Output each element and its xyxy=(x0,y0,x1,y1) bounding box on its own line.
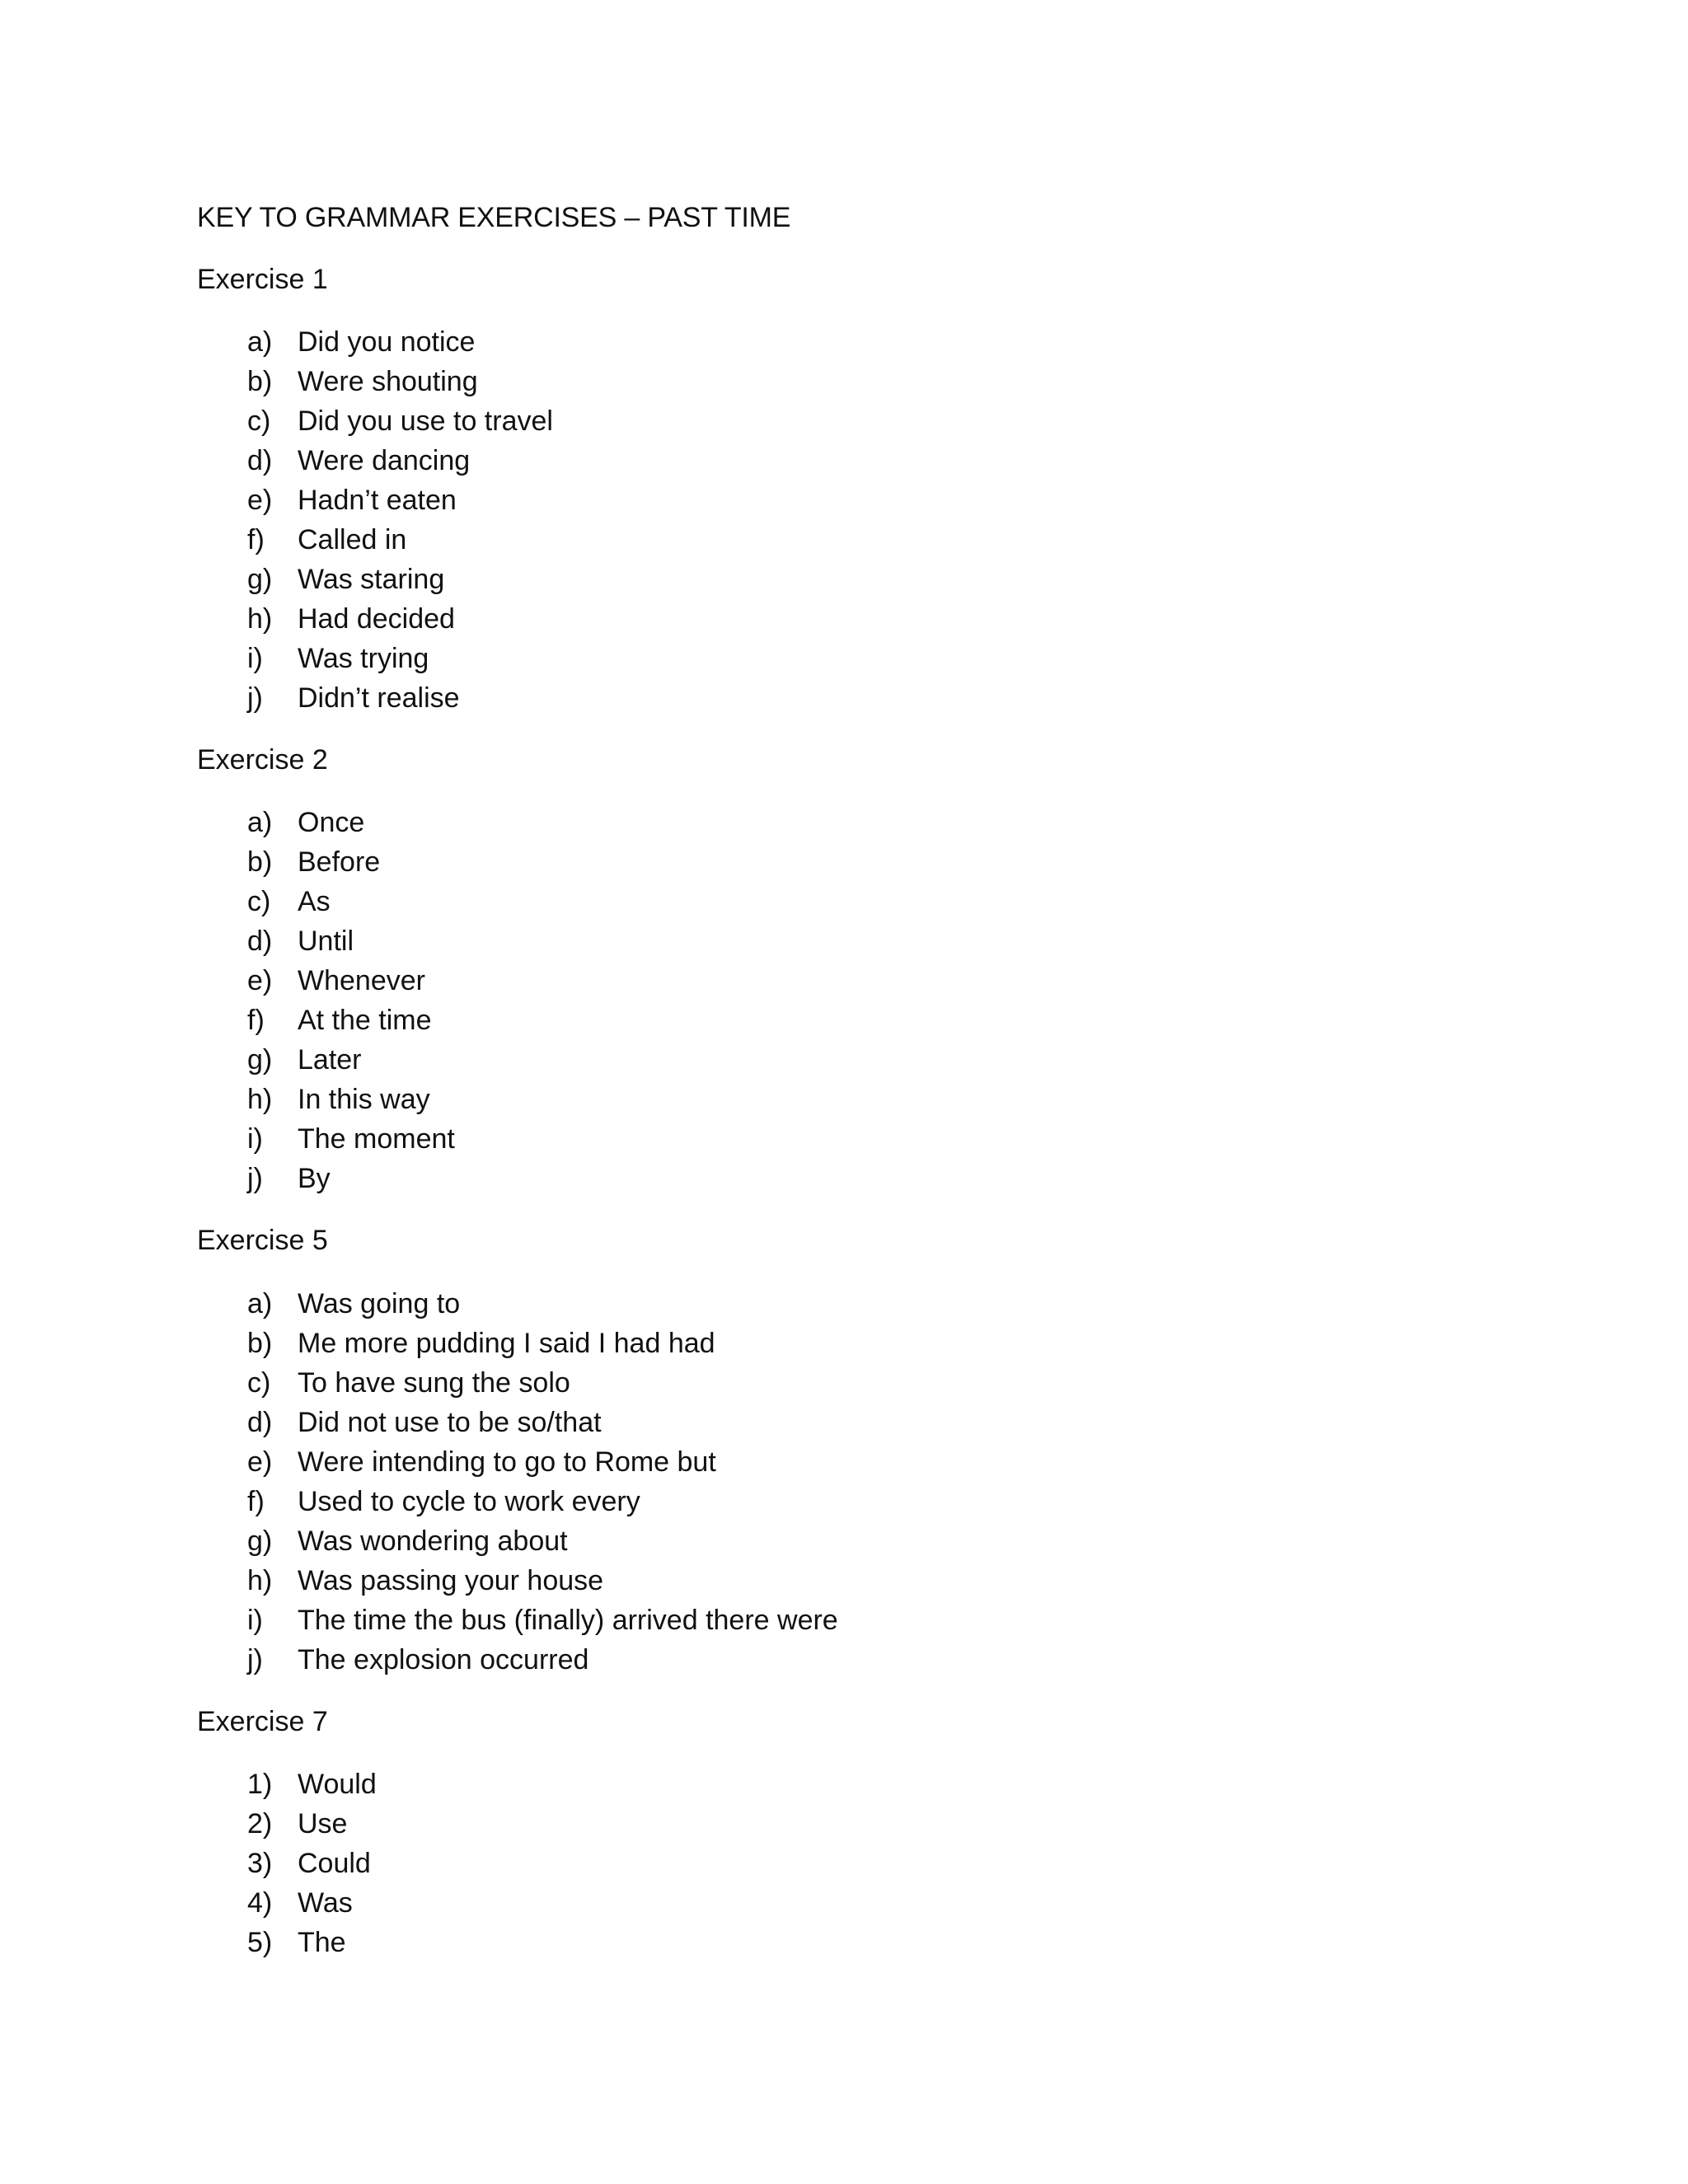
exercise-section xyxy=(197,1702,1516,1962)
answer-marker: j) xyxy=(247,682,263,715)
answer-text: Called in xyxy=(298,524,407,556)
answer-marker: g) xyxy=(247,1044,273,1076)
answer-item xyxy=(197,441,1516,480)
answer-item xyxy=(197,1159,1516,1198)
answer-item xyxy=(197,678,1516,718)
answer-text: Before xyxy=(298,846,381,879)
answer-text: As xyxy=(298,886,331,918)
exercise-section xyxy=(197,1221,1516,1679)
answer-text: Did you use to travel xyxy=(298,405,553,438)
answer-marker: a) xyxy=(247,1287,273,1319)
answer-item xyxy=(197,1601,1516,1640)
answer-text: The time the bus (finally) arrived there were xyxy=(298,1604,838,1636)
answer-marker: b) xyxy=(247,366,273,398)
answer-marker: g) xyxy=(247,1525,273,1557)
answer-text: Used to cycle to work every xyxy=(298,1485,640,1517)
answer-text: Were shouting xyxy=(298,366,478,398)
answer-marker: c) xyxy=(247,405,271,438)
answer-text: Was going to xyxy=(298,1287,461,1319)
exercise-heading: Exercise 2 xyxy=(197,744,328,776)
answer-text: The moment xyxy=(298,1123,455,1155)
answer-item xyxy=(197,882,1516,921)
answer-item xyxy=(197,1482,1516,1521)
answer-item xyxy=(197,1119,1516,1159)
answer-item xyxy=(197,1284,1516,1324)
answer-text: Me more pudding I said I had had xyxy=(298,1327,715,1359)
answer-text: Whenever xyxy=(298,965,425,997)
answer-text: Was passing your house xyxy=(298,1564,604,1596)
answer-list xyxy=(197,803,1516,1198)
answer-text: To have sung the solo xyxy=(298,1366,570,1399)
answer-item xyxy=(197,1442,1516,1482)
answer-text: Had decided xyxy=(298,603,455,635)
answer-item xyxy=(197,961,1516,1001)
answer-marker: f) xyxy=(247,524,265,556)
exercise-heading: Exercise 7 xyxy=(197,1705,328,1737)
answer-item xyxy=(197,362,1516,401)
answer-marker: i) xyxy=(247,1123,263,1155)
answer-list xyxy=(197,1284,1516,1680)
answer-marker: i) xyxy=(247,1604,263,1636)
answer-text: Were dancing xyxy=(298,445,471,477)
answer-item xyxy=(197,842,1516,882)
answer-text: Was wondering about xyxy=(298,1525,568,1557)
answer-marker: d) xyxy=(247,445,273,477)
answer-text: Did you notice xyxy=(298,326,476,359)
answer-text: Were intending to go to Rome but xyxy=(298,1446,716,1478)
answer-item xyxy=(197,1561,1516,1601)
answer-item xyxy=(197,599,1516,639)
answer-marker: j) xyxy=(247,1163,263,1195)
answer-item xyxy=(197,1001,1516,1040)
answer-marker: b) xyxy=(247,846,273,879)
exercise-heading: Exercise 5 xyxy=(197,1225,328,1257)
answer-text: Didn’t realise xyxy=(298,682,460,715)
answer-marker: e) xyxy=(247,965,273,997)
answer-item xyxy=(197,1324,1516,1363)
answer-item xyxy=(197,1080,1516,1119)
answer-marker: c) xyxy=(247,1366,271,1399)
answer-marker: a) xyxy=(247,326,273,359)
answer-marker: h) xyxy=(247,1564,273,1596)
answer-list xyxy=(197,1765,1516,1962)
answer-marker: b) xyxy=(247,1327,273,1359)
document-page xyxy=(197,198,1516,1962)
answer-marker: h) xyxy=(247,603,273,635)
document-title: KEY TO GRAMMAR EXERCISES – PAST TIME xyxy=(197,202,791,233)
exercise-section xyxy=(197,260,1516,718)
answer-text: The xyxy=(298,1926,346,1958)
answer-text: Later xyxy=(298,1044,362,1076)
answer-marker: i) xyxy=(247,643,263,675)
answer-item xyxy=(197,1765,1516,1804)
answer-item xyxy=(197,1521,1516,1561)
answer-item xyxy=(197,1923,1516,1962)
answer-text: At the time xyxy=(298,1005,432,1037)
answer-text: Could xyxy=(298,1847,371,1879)
answer-item xyxy=(197,803,1516,842)
answer-item xyxy=(197,560,1516,599)
answer-marker: f) xyxy=(247,1005,265,1037)
answer-item xyxy=(197,1040,1516,1080)
answer-item xyxy=(197,401,1516,441)
answer-list xyxy=(197,322,1516,718)
answer-marker: 3) xyxy=(247,1847,273,1879)
answer-text: Use xyxy=(298,1807,348,1840)
answer-text: The explosion occurred xyxy=(298,1643,589,1675)
answer-text: Was xyxy=(298,1886,353,1919)
answer-text: By xyxy=(298,1163,331,1195)
answer-marker: d) xyxy=(247,926,273,958)
answer-item xyxy=(197,1804,1516,1844)
answer-text: In this way xyxy=(298,1084,430,1116)
answer-marker: 4) xyxy=(247,1886,273,1919)
answer-marker: g) xyxy=(247,564,273,596)
answer-text: Was trying xyxy=(298,643,429,675)
answer-item xyxy=(197,1403,1516,1442)
answer-marker: a) xyxy=(247,807,273,839)
exercise-heading: Exercise 1 xyxy=(197,264,328,295)
answer-text: Once xyxy=(298,807,365,839)
answer-marker: 5) xyxy=(247,1926,273,1958)
exercise-section xyxy=(197,740,1516,1198)
answer-marker: 2) xyxy=(247,1807,273,1840)
answer-marker: e) xyxy=(247,1446,273,1478)
answer-item xyxy=(197,1640,1516,1680)
answer-text: Until xyxy=(298,926,354,958)
answer-item xyxy=(197,921,1516,961)
answer-item xyxy=(197,520,1516,560)
answer-item xyxy=(197,1883,1516,1923)
answer-marker: e) xyxy=(247,485,273,517)
answer-marker: c) xyxy=(247,886,271,918)
answer-marker: h) xyxy=(247,1084,273,1116)
answer-text: Did not use to be so/that xyxy=(298,1406,602,1438)
exercise-sections xyxy=(197,260,1516,1962)
answer-text: Was staring xyxy=(298,564,445,596)
answer-marker: j) xyxy=(247,1643,263,1675)
answer-item xyxy=(197,480,1516,520)
answer-text: Would xyxy=(298,1768,377,1800)
answer-item xyxy=(197,1844,1516,1883)
answer-marker: d) xyxy=(247,1406,273,1438)
answer-marker: f) xyxy=(247,1485,265,1517)
answer-text: Hadn’t eaten xyxy=(298,485,457,517)
answer-marker: 1) xyxy=(247,1768,273,1800)
answer-item xyxy=(197,322,1516,362)
answer-item xyxy=(197,639,1516,678)
answer-item xyxy=(197,1363,1516,1403)
